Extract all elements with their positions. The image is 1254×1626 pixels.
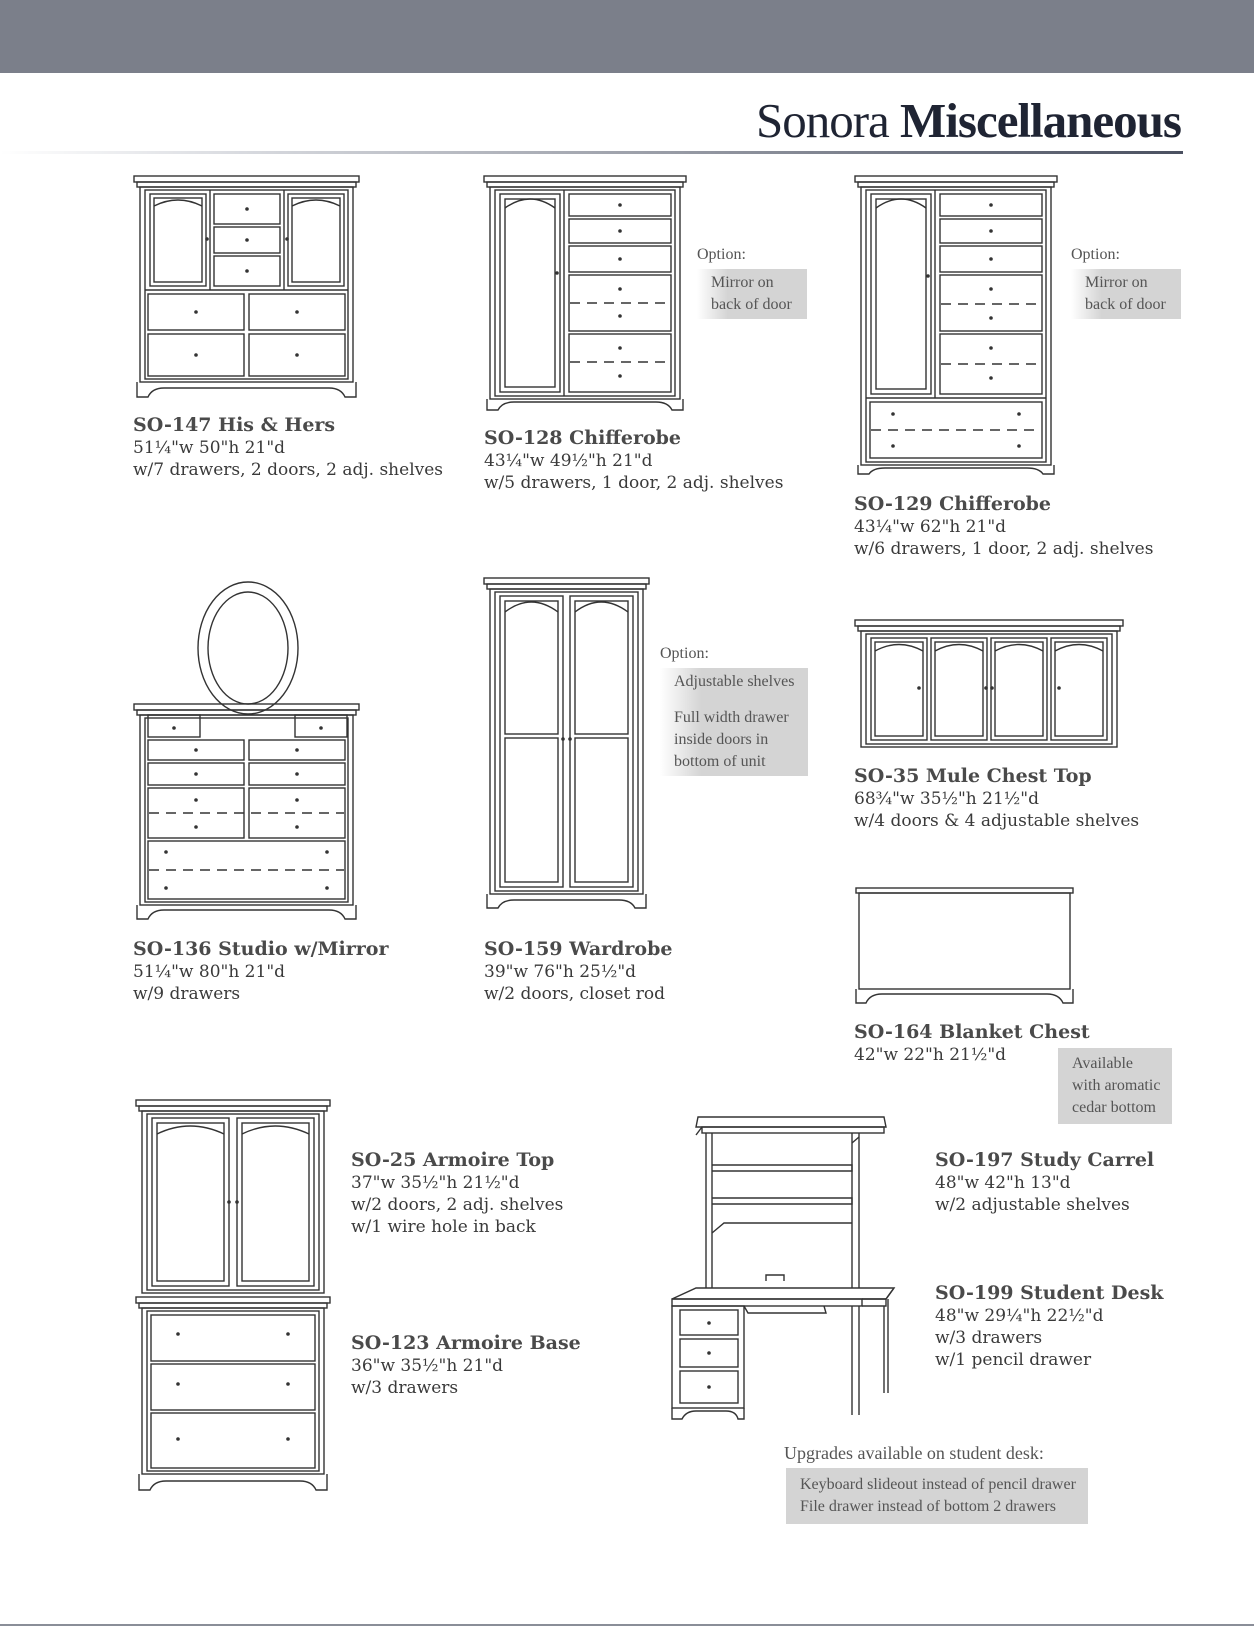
option-line: back of door xyxy=(1085,296,1166,313)
product-desc: w/6 drawers, 1 door, 2 adj. shelves xyxy=(854,539,1154,559)
product-desc: w/4 doors & 4 adjustable shelves xyxy=(854,811,1140,831)
product-dims: 48"w 42"h 13"d xyxy=(935,1173,1071,1193)
option-label: Option: xyxy=(697,246,746,263)
product-desc: w/1 pencil drawer xyxy=(935,1350,1092,1370)
upgrades-box xyxy=(786,1468,1088,1524)
so-199-caption xyxy=(935,1281,1163,1371)
product-name: SO-25 Armoire Top xyxy=(351,1149,555,1171)
product-desc: w/3 drawers xyxy=(935,1328,1043,1348)
product-dims: 42"w 22"h 21½"d xyxy=(854,1045,1007,1065)
option-label: Option: xyxy=(1071,246,1120,263)
so-197-199-drawing xyxy=(666,1113,906,1423)
product-name: SO-123 Armoire Base xyxy=(351,1332,581,1354)
product-name: SO-35 Mule Chest Top xyxy=(854,765,1092,787)
product-dims: 36"w 35½"h 21"d xyxy=(351,1356,504,1376)
upgrade-item: Keyboard slideout instead of pencil drawer xyxy=(800,1476,1076,1493)
header-bar xyxy=(0,0,1254,73)
product-desc: w/5 drawers, 1 door, 2 adj. shelves xyxy=(484,473,784,493)
so-197-caption xyxy=(935,1148,1154,1216)
so-129-caption xyxy=(854,492,1153,560)
so-25-drawing xyxy=(136,1100,336,1296)
so-147-caption xyxy=(133,413,443,481)
so-35-caption xyxy=(854,764,1139,832)
product-dims: 48"w 29¼"h 22½"d xyxy=(935,1306,1104,1326)
product-dims: 51¼"w 50"h 21"d xyxy=(133,438,286,458)
so-128-drawing xyxy=(484,176,689,414)
product-name: SO-159 Wardrobe xyxy=(484,938,673,960)
so-123-drawing xyxy=(136,1297,336,1495)
product-name: SO-197 Study Carrel xyxy=(935,1149,1155,1171)
product-desc: w/2 adjustable shelves xyxy=(935,1195,1130,1215)
option-line: Mirror on xyxy=(711,274,774,291)
title-series: Sonora xyxy=(755,93,889,148)
so-129-drawing xyxy=(855,176,1060,478)
so-164-caption xyxy=(854,1020,1090,1066)
so-128-caption xyxy=(484,426,783,494)
option-box xyxy=(697,269,807,319)
product-desc: w/3 drawers xyxy=(351,1378,459,1398)
option-line: Mirror on xyxy=(1085,274,1148,291)
product-dims: 51¼"w 80"h 21"d xyxy=(133,962,286,982)
product-name: SO-164 Blanket Chest xyxy=(854,1021,1090,1043)
product-dims: 43¼"w 62"h 21"d xyxy=(854,517,1007,537)
product-desc: w/9 drawers xyxy=(133,984,241,1004)
option-line: Full width drawer xyxy=(674,709,789,726)
so-164-drawing xyxy=(856,888,1076,1006)
so-129-option-note xyxy=(1071,244,1181,319)
product-name: SO-199 Student Desk xyxy=(935,1282,1164,1304)
product-dims: 37"w 35½"h 21½"d xyxy=(351,1173,520,1193)
product-name: SO-136 Studio w/Mirror xyxy=(133,938,389,960)
product-dims: 68¾"w 35½"h 21½"d xyxy=(854,789,1039,809)
product-name: SO-128 Chifferobe xyxy=(484,427,682,449)
product-desc: w/7 drawers, 2 doors, 2 adj. shelves xyxy=(133,460,444,480)
option-line: bottom of unit xyxy=(674,753,766,770)
upgrades-label: Upgrades available on student desk: xyxy=(784,1443,1044,1463)
so-159-caption xyxy=(484,937,672,1005)
so-35-drawing xyxy=(855,620,1125,755)
so-25-caption xyxy=(351,1148,563,1238)
product-dims: 39"w 76"h 25½"d xyxy=(484,962,637,982)
product-dims: 43¼"w 49½"h 21"d xyxy=(484,451,653,471)
so-164-cedar-note xyxy=(1058,1048,1172,1124)
option-line: Available xyxy=(1072,1055,1134,1072)
product-desc: w/1 wire hole in back xyxy=(351,1217,536,1237)
page-title xyxy=(756,92,1181,149)
so-159-option-note xyxy=(660,643,808,776)
option-line: inside doors in xyxy=(674,731,769,748)
option-box xyxy=(660,668,808,776)
so-136-caption xyxy=(133,937,388,1005)
option-box xyxy=(1071,269,1181,319)
product-name: SO-147 His & Hers xyxy=(133,414,336,436)
title-rule xyxy=(0,151,1183,154)
product-name: SO-129 Chifferobe xyxy=(854,493,1052,515)
so-159-drawing xyxy=(484,578,654,913)
option-line: Adjustable shelves xyxy=(674,673,795,690)
product-desc: w/2 doors, closet rod xyxy=(484,984,665,1004)
product-desc: w/2 doors, 2 adj. shelves xyxy=(351,1195,564,1215)
title-category: Miscellaneous xyxy=(900,93,1181,148)
so-123-caption xyxy=(351,1331,581,1399)
so-147-drawing xyxy=(134,176,364,401)
so-136-drawing xyxy=(134,580,364,925)
option-line: with aromatic xyxy=(1072,1077,1161,1094)
upgrade-item: File drawer instead of bottom 2 drawers xyxy=(800,1498,1056,1515)
so-128-option-note xyxy=(697,244,807,319)
option-line: back of door xyxy=(711,296,792,313)
option-line: cedar bottom xyxy=(1072,1099,1156,1116)
option-label: Option: xyxy=(660,645,709,662)
